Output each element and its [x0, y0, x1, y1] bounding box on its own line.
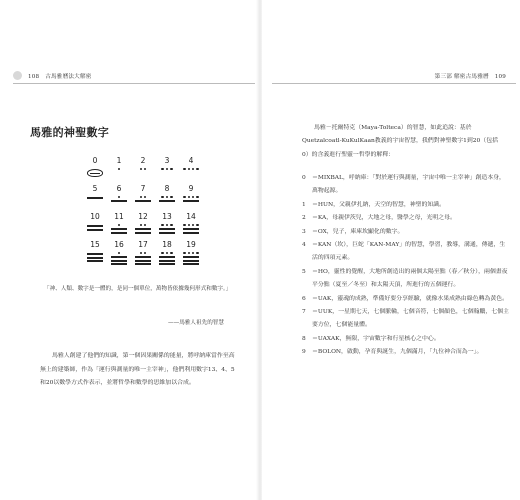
numeral-dots: [156, 168, 178, 171]
bar-mark: [159, 263, 175, 265]
dot-mark: [196, 168, 198, 170]
definition-entry: [302, 346, 510, 359]
numeral-label: 16: [114, 240, 124, 249]
dot-mark: [196, 224, 198, 226]
right-page: [262, 0, 520, 500]
numeral-label: 18: [162, 240, 172, 249]
dot-mark: [140, 252, 142, 254]
bar-mark: [87, 260, 103, 262]
dot-mark: [183, 224, 185, 226]
entry-number: 6: [302, 295, 306, 302]
dot-mark: [183, 196, 185, 198]
numeral-label: 19: [186, 240, 196, 249]
quote: 「神、人類、數字是一體的，是同一個單位，萬物皆依據幾何形式和數字。」: [44, 286, 232, 292]
bar-mark: [87, 225, 103, 227]
dot-mark: [166, 168, 168, 170]
header-rule: [13, 83, 255, 84]
dot-mark: [140, 224, 142, 226]
numeral-label: 12: [138, 212, 148, 221]
numeral-label: 9: [188, 184, 194, 193]
numeral-label: 14: [186, 212, 196, 221]
header-rule: [272, 83, 516, 84]
bar-mark: [111, 200, 127, 202]
definition-entry: [302, 306, 510, 333]
chapter-title: 馬雅的神聖數字: [30, 126, 110, 139]
numeral-dots: [108, 252, 130, 255]
numeral-label: 4: [188, 156, 194, 165]
dot-mark: [192, 196, 194, 198]
definition-entry: [302, 239, 510, 266]
bar-mark: [87, 229, 103, 231]
book-title: 古馬雅曆法大解密: [45, 74, 92, 80]
entry-text: ＝MIXBAL，呼納庫：「對於運行與測量，宇宙中唯一主宰神」創造本身，萬物起源。: [312, 175, 505, 195]
bar-mark: [159, 256, 175, 258]
numeral-dots: [108, 168, 130, 171]
numeral-dots: [132, 252, 154, 255]
dot-mark: [118, 168, 120, 170]
maya-numeral: [108, 156, 130, 182]
bar-mark: [135, 260, 151, 262]
dot-mark: [188, 196, 190, 198]
numeral-dots: [156, 196, 178, 199]
entry-number: 2: [302, 215, 306, 222]
bar-mark: [87, 197, 103, 199]
dot-mark: [144, 224, 146, 226]
intro-paragraph: 馬雅－托爾特克（Maya-Tolteca）的智慧，如此追說：基於Quetzalcoatl-KuKulKaan教義的宇宙智慧，我們對神聖數字1到20（包括0）的含義進行聖靈一哲學的解釋：: [302, 125, 498, 158]
dot-mark: [118, 196, 120, 198]
entry-number: 3: [302, 228, 306, 235]
numeral-label: 1: [116, 156, 122, 165]
dot-mark: [140, 196, 142, 198]
dot-mark: [161, 168, 163, 170]
maya-numeral: [132, 184, 154, 210]
dot-mark: [170, 252, 172, 254]
maya-numeral: [132, 212, 154, 238]
entry-text: ＝KAN（坎），巨蛇「KAN-MAY」的智慧，學習，教導，溝通，傳遞，生活的四項元素。: [312, 242, 506, 262]
numeral-dots: [180, 168, 202, 171]
zero-shell-icon: [87, 169, 103, 177]
maya-numeral: [180, 184, 202, 210]
entry-number: 4: [302, 242, 306, 249]
bar-mark: [135, 263, 151, 265]
bar-mark: [183, 256, 199, 258]
bar-mark: [111, 256, 127, 258]
numeral-label: 11: [114, 212, 124, 221]
maya-numeral: [156, 156, 178, 182]
bar-mark: [159, 200, 175, 202]
numeral-label: 13: [162, 212, 172, 221]
numeral-dots: [180, 224, 202, 227]
numeral-label: 5: [92, 184, 98, 193]
bar-mark: [183, 232, 199, 234]
quote-source: ——馬雅人祖先的智慧: [168, 320, 224, 326]
maya-numeral: [180, 212, 202, 238]
dot-mark: [144, 252, 146, 254]
numeral-dots: [132, 168, 154, 171]
numeral-label: 10: [90, 212, 100, 221]
entry-number: 0: [302, 175, 306, 181]
definition-entry: [302, 266, 510, 293]
bar-mark: [135, 228, 151, 230]
intro-text: [302, 122, 502, 162]
dot-mark: [170, 196, 172, 198]
dot-mark: [170, 224, 172, 226]
dot-mark: [166, 224, 168, 226]
number-definition-list: [302, 172, 510, 360]
bar-mark: [159, 232, 175, 234]
left-page-number: 108: [27, 74, 40, 80]
maya-numeral: [84, 240, 106, 266]
entry-number: 9: [302, 349, 306, 356]
numeral-dots: [156, 224, 178, 227]
left-page: [0, 0, 258, 500]
dot-mark: [196, 252, 198, 254]
maya-numeral: [156, 240, 178, 266]
entry-text: ＝HUN，父親伊扎納，天空的智慧，神聖的知識。: [312, 201, 446, 208]
numeral-dots: [156, 252, 178, 255]
maya-numeral: [108, 240, 130, 266]
entry-number: 5: [302, 268, 306, 275]
bar-mark: [87, 257, 103, 259]
numeral-dots: [132, 196, 154, 199]
bar-mark: [183, 263, 199, 265]
left-body-text: [40, 350, 240, 391]
numeral-label: 7: [140, 184, 146, 193]
maya-numeral: [180, 240, 202, 266]
definition-entry: [302, 212, 510, 225]
numeral-label: 2: [140, 156, 146, 165]
maya-numeral: [108, 184, 130, 210]
dot-mark: [188, 224, 190, 226]
numeral-label: 17: [138, 240, 148, 249]
numeral-label: 15: [90, 240, 100, 249]
maya-numeral: [132, 156, 154, 182]
dot-mark: [161, 196, 163, 198]
bar-mark: [135, 232, 151, 234]
dot-mark: [192, 224, 194, 226]
definition-entry: [302, 172, 510, 199]
numeral-label: 6: [116, 184, 122, 193]
bar-mark: [135, 200, 151, 202]
dot-mark: [170, 168, 172, 170]
dot-mark: [140, 168, 142, 170]
left-page-header: [13, 72, 92, 81]
bar-mark: [111, 260, 127, 262]
maya-numeral: [84, 184, 106, 210]
dot-mark: [183, 252, 185, 254]
bar-mark: [135, 256, 151, 258]
maya-numeral: [180, 156, 202, 182]
maya-numeral: [108, 212, 130, 238]
entry-number: 7: [302, 309, 306, 316]
dot-mark: [166, 196, 168, 198]
dot-mark: [192, 252, 194, 254]
part-title: 第三部 解密古馬雅曆: [434, 74, 489, 80]
dot-mark: [188, 168, 190, 170]
entry-text: ＝KA，母親伊茨兒，大地之母，醫學之母，光明之母。: [312, 215, 456, 222]
entry-text: ＝UUK，一星期七天，七個脈輪，七個音符，七個顏色，七個翰鵬，七個主要方位，七個能量體。: [312, 309, 509, 329]
maya-numeral: [84, 156, 106, 182]
dot-mark: [188, 252, 190, 254]
definition-entry: [302, 226, 510, 239]
dot-mark: [161, 224, 163, 226]
numeral-label: 0: [92, 156, 98, 165]
entry-text: ＝OX，兒子，庫庫坎顯化的數字。: [312, 228, 404, 235]
right-page-header: [435, 72, 506, 80]
definition-entry: [302, 293, 510, 306]
dot-mark: [161, 252, 163, 254]
bar-mark: [159, 228, 175, 230]
entry-number: 8: [302, 335, 306, 342]
numeral-label: 3: [164, 156, 170, 165]
numeral-dots: [108, 224, 130, 227]
dot-mark: [166, 252, 168, 254]
definition-entry: [302, 333, 510, 346]
maya-numerals-figure: [84, 156, 204, 266]
definition-entry: [302, 199, 510, 212]
entry-number: 1: [302, 201, 306, 208]
bar-mark: [87, 253, 103, 255]
dot-mark: [183, 168, 185, 170]
right-page-number: 109: [494, 74, 506, 80]
dot-mark: [118, 252, 120, 254]
bar-mark: [183, 228, 199, 230]
maya-numeral: [132, 240, 154, 266]
bar-mark: [183, 260, 199, 262]
numeral-dots: [180, 196, 202, 199]
bar-mark: [111, 232, 127, 234]
maya-numeral: [84, 212, 106, 238]
numeral-dots: [180, 252, 202, 255]
maya-numeral: [156, 212, 178, 238]
bar-mark: [159, 260, 175, 262]
dot-mark: [196, 196, 198, 198]
maya-numeral: [156, 184, 178, 210]
entry-text: ＝UAXAK，無限，宇宙數字和行星核心之中心。: [312, 335, 440, 342]
body-paragraph: 馬雅人創建了他們的知識，第一個因果關係的能量，將呼納庫當作至高無上的建築師，作為「運行與測量的唯一主宰神」，他們利用數字13、4、5和20以數學方式作表示，並將哲學和數學的思維加以合成。: [40, 353, 235, 386]
bar-mark: [111, 263, 127, 265]
bar-mark: [111, 228, 127, 230]
numeral-dots: [132, 224, 154, 227]
dot-mark: [118, 224, 120, 226]
bar-mark: [183, 200, 199, 202]
dot-mark: [144, 168, 146, 170]
dot-mark: [144, 196, 146, 198]
numeral-dots: [108, 196, 130, 199]
numeral-label: 8: [164, 184, 170, 193]
chapter-seal-icon: [13, 71, 22, 80]
dot-mark: [192, 168, 194, 170]
entry-text: ＝BOLON，啟動，孕育與誕生，九個滿月，「九位神合而為一」。: [312, 349, 483, 356]
entry-text: ＝UAK，靈魂的成熟，準備好要分享經驗，就像水果成熟由綠色轉為黃色。: [312, 295, 509, 302]
entry-text: ＝HO，靈性的覺醒，大地所創造出的兩個太陽至點（春／秋分），兩個畫夜平分點（夏至／冬至）和太陽天頂，所進行的五個運行。: [312, 268, 508, 289]
